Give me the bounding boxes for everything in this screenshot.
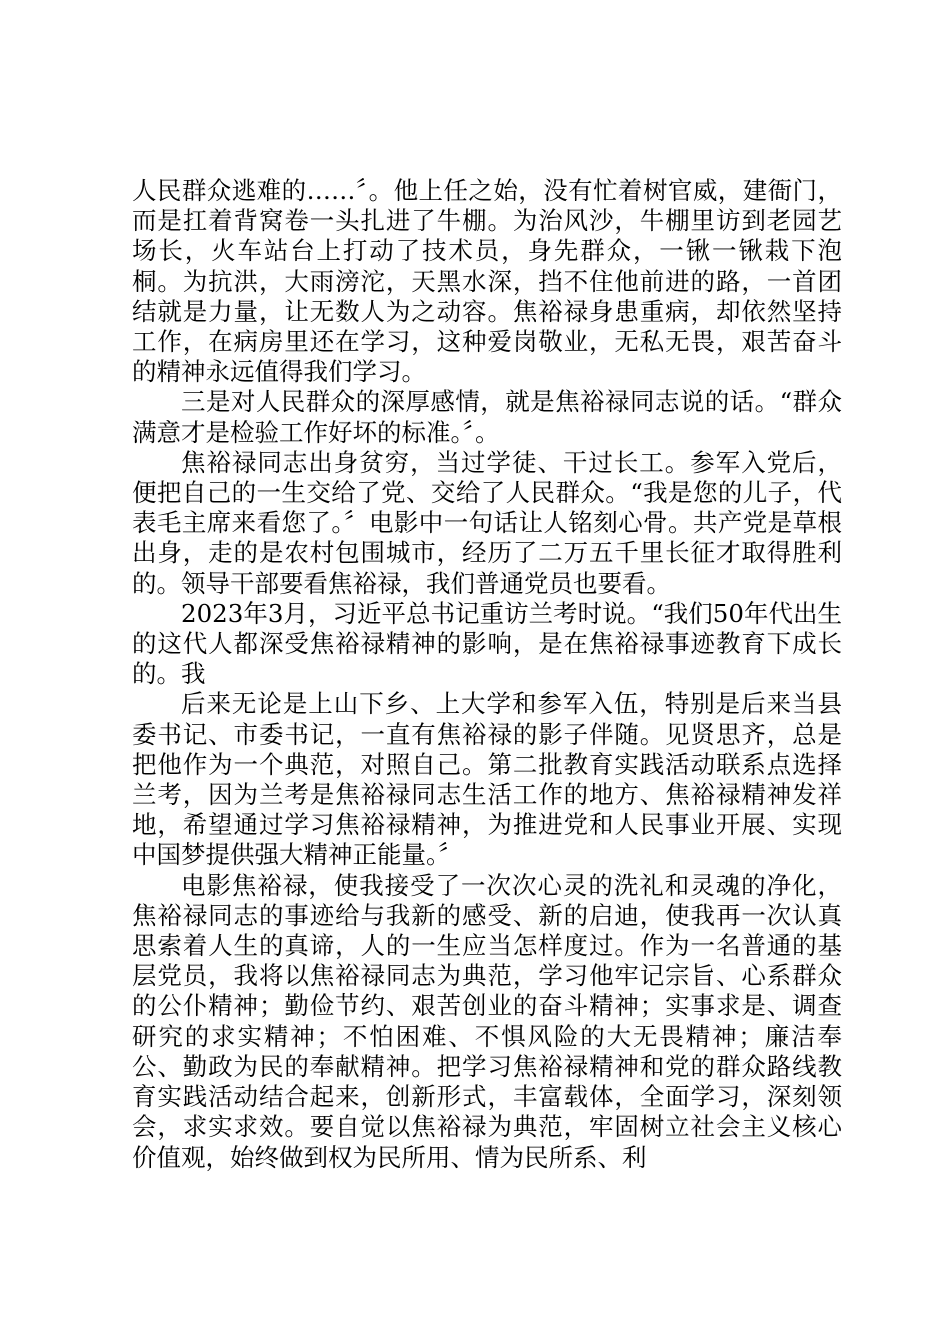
document-body [132, 176, 842, 1173]
paragraph-2: 三是对人民群众的深厚感情，就是焦裕禄同志说的话。“群众满意才是检验工作好坏的标准。〞。 [132, 387, 842, 447]
paragraph-5: 后来无论是上山下乡、上大学和参军入伍，特别是后来当县委书记、市委书记，一直有焦裕禄的影子伴随。见贤思齐，总是把他作为一个典范，对照自己。第二批教育实践活动联系点选择兰考，因为兰考是焦裕禄同志生活工作的地方、焦裕禄精神发祥地，希望通过学习焦裕禄精神，为推进党和人民事业开展、实现中国梦提供强大精神正能量。〞 [132, 689, 842, 870]
paragraph-3: 焦裕禄同志出身贫穷，当过学徒、干过长工。参军入党后，便把自己的一生交给了党、交给了人民群众。“我是您的儿子，代表毛主席来看您了。〞电影中一句话让人铭刻心骨。共产党是草根出身，走的是农村包围城市，经历了二万五千里长征才取得胜利的。领导干部要看焦裕禄，我们普通党员也要看。 [132, 447, 842, 598]
paragraph-4: 2023年3月，习近平总书记重访兰考时说。“我们50年代出生的这代人都深受焦裕禄精神的影响，是在焦裕禄事迹教育下成长的。我 [132, 598, 842, 689]
paragraph-6: 电影焦裕禄，使我接受了一次次心灵的洗礼和灵魂的净化，焦裕禄同志的事迹给与我新的感受、新的启迪，使我再一次认真思索着人生的真谛，人的一生应当怎样度过。作为一名普通的基层党员，我将以焦裕禄同志为典范，学习他牢记宗旨、心系群众的公仆精神；勤俭节约、艰苦创业的奋斗精神；实事求是、调查研究的求实精神；不怕困难、不惧风险的大无畏精神；廉洁奉公、勤政为民的奉献精神。把学习焦裕禄精神和党的群众路线教育实践活动结合起来，创新形式，丰富载体，全面学习，深刻领会，求实求效。要自觉以焦裕禄为典范，牢固树立社会主义核心价值观，始终做到权为民所用、情为民所系、利 [132, 870, 842, 1172]
paragraph-1: 人民群众逃难的……〞。他上任之始，没有忙着树官威，建衙门，而是扛着背窝卷一头扎进了牛棚。为治风沙，牛棚里访到老园艺场长，火车站台上打动了技术员，身先群众，一锹一锹栽下泡桐。为抗洪，大雨滂沱，天黑水深，挡不住他前进的路，一首团结就是力量，让无数人为之动容。焦裕禄身患重病，却依然坚持工作，在病房里还在学习，这种爱岗敬业，无私无畏，艰苦奋斗的精神永远值得我们学习。 [132, 176, 842, 387]
